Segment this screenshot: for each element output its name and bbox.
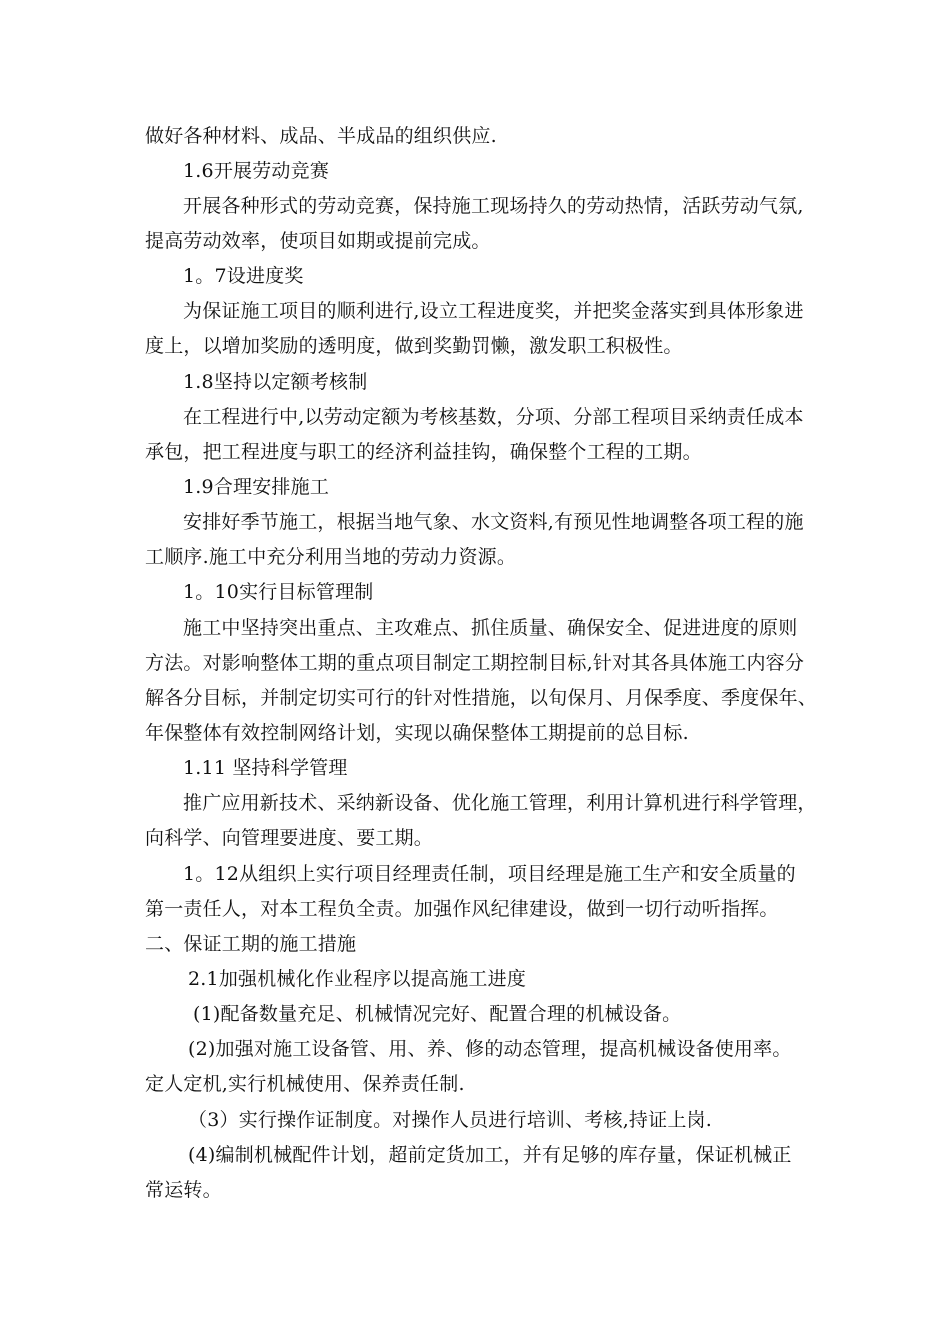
- section-heading-1-6: 1.6开展劳动竞赛: [183, 160, 330, 182]
- text-line-3: 开展各种形式的劳动竞赛，保持施工现场持久的劳动热情，活跃劳动气氛,: [183, 195, 804, 217]
- section-heading-1-7: 1。7设进度奖: [183, 265, 304, 287]
- text-line-17: 解各分目标，并制定切实可行的针对性措施，以旬保月、月保季度、季度保年、: [145, 687, 818, 709]
- text-line-16: 方法。对影响整体工期的重点项目制定工期控制目标,针对其各具体施工内容分: [145, 652, 805, 674]
- list-item-1: (1)配备数量充足、机械情况完好、配置合理的机械设备。: [193, 1003, 682, 1025]
- list-item-2: (2)加强对施工设备管、用、养、修的动态管理，提高机械设备使用率。: [188, 1038, 792, 1060]
- text-line-31: 常运转。: [145, 1179, 222, 1201]
- section-heading-2-1: 2.1加强机械化作业程序以提高施工进度: [188, 968, 527, 990]
- text-line-10: 承包，把工程进度与职工的经济利益挂钩，确保整个工程的工期。: [145, 441, 702, 463]
- text-line-7: 度上，以增加奖励的透明度，做到奖勤罚懒，激发职工积极性。: [145, 335, 683, 357]
- text-line-21: 向科学、向管理要进度、要工期。: [145, 827, 434, 849]
- text-line-12: 安排好季节施工，根据当地气象、水文资料,有预见性地调整各项工程的施: [183, 511, 804, 533]
- section-heading-1-8: 1.8坚持以定额考核制: [183, 371, 368, 393]
- section-heading-1-9: 1.9合理安排施工: [183, 476, 330, 498]
- text-line-28: 定人定机,实行机械使用、保养责任制.: [145, 1073, 465, 1095]
- chapter-heading-2: 二、保证工期的施工措施: [145, 933, 357, 955]
- list-item-3: （3）实行操作证制度。对操作人员进行培训、考核,持证上岗.: [188, 1109, 712, 1131]
- text-line-18: 年保整体有效控制网络计划，实现以确保整体工期提前的总目标.: [145, 722, 689, 744]
- text-line-6: 为保证施工项目的顺利进行,设立工程进度奖，并把奖金落实到具体形象进: [183, 300, 804, 322]
- section-heading-1-12: 1。12从组织上实行项目经理责任制，项目经理是施工生产和安全质量的: [183, 863, 796, 885]
- section-heading-1-11: 1.11 坚持科学管理: [183, 757, 348, 779]
- text-line-20: 推广应用新技术、采纳新设备、优化施工管理，利用计算机进行科学管理，: [183, 792, 817, 814]
- text-line-4: 提高劳动效率，使项目如期或提前完成。: [145, 230, 491, 252]
- text-line-9: 在工程进行中,以劳动定额为考核基数，分项、分部工程项目采纳责任成本: [183, 406, 804, 428]
- list-item-4: (4)编制机械配件计划，超前定货加工，并有足够的库存量，保证机械正: [188, 1144, 792, 1166]
- text-line-13: 工顺序.施工中充分利用当地的劳动力资源。: [145, 546, 517, 568]
- text-line-15: 施工中坚持突出重点、主攻难点、抓住质量、确保安全、促进进度的原则: [183, 617, 798, 639]
- section-heading-1-10: 1。10实行目标管理制: [183, 581, 374, 603]
- text-line-1: 做好各种材料、成品、半成品的组织供应.: [145, 125, 497, 147]
- text-line-23: 第一责任人，对本工程负全责。加强作风纪律建设，做到一切行动听指挥。: [145, 898, 779, 920]
